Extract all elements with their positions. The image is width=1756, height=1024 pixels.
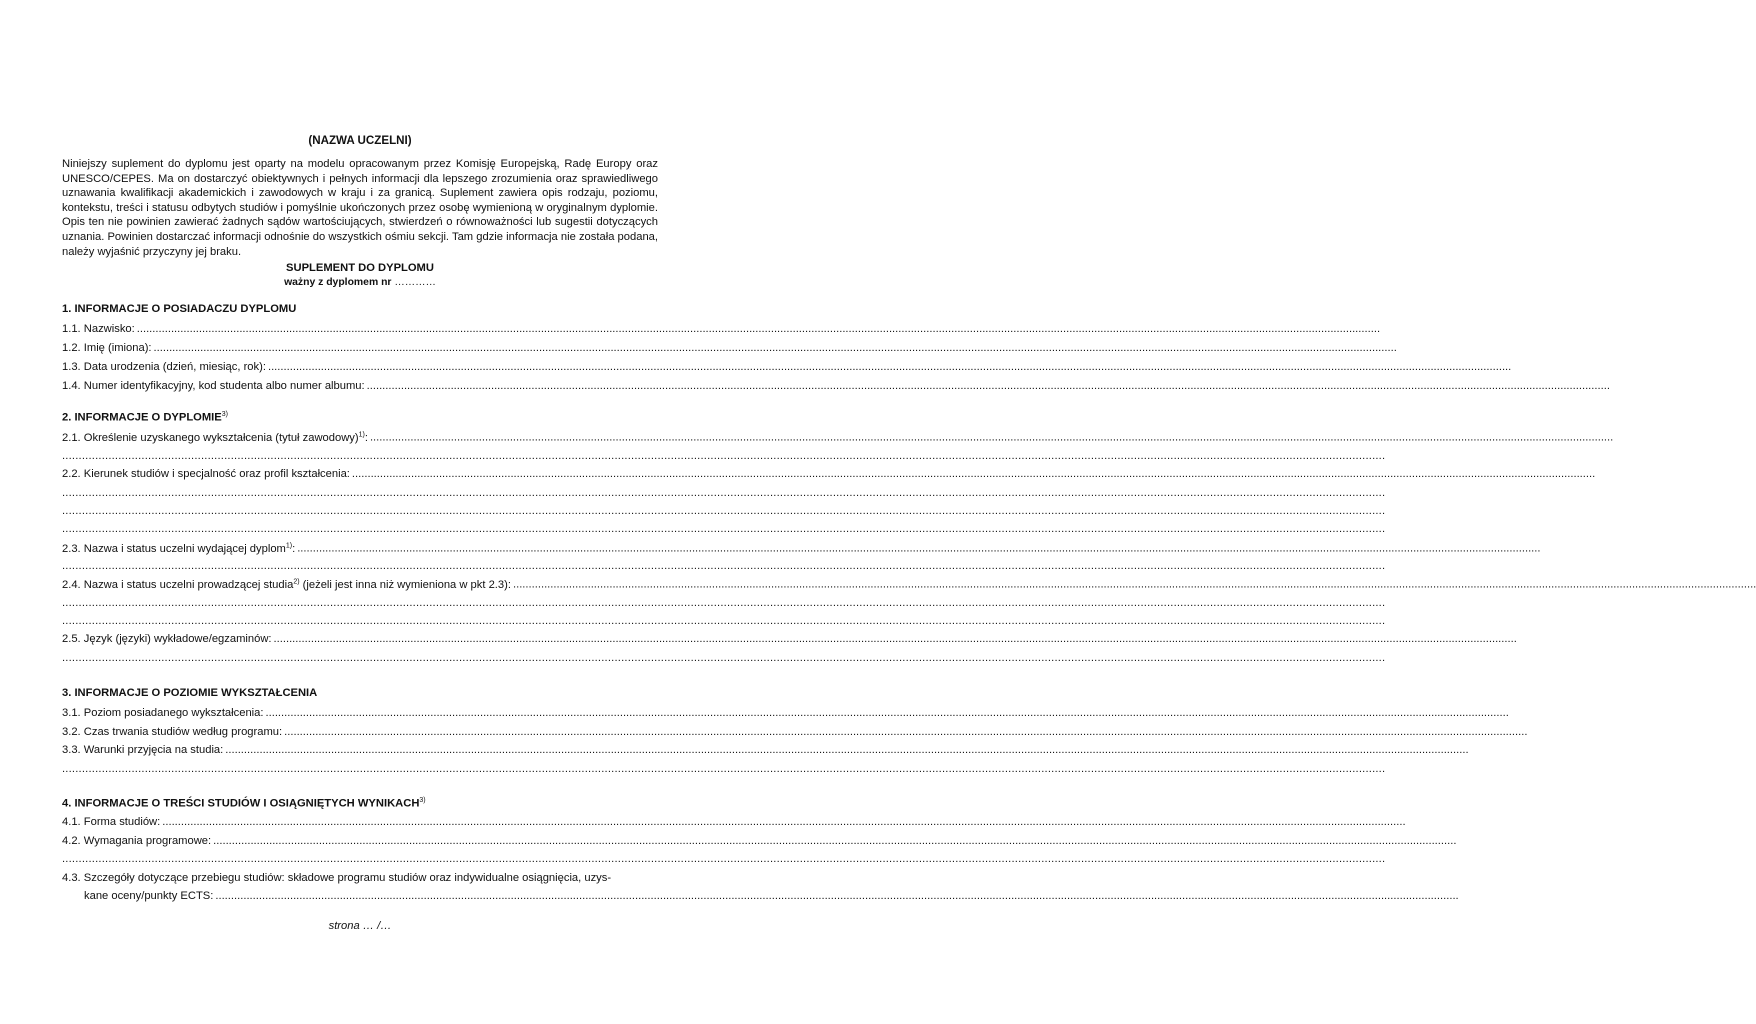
dotted-fill[interactable]: ................................................................................................................................................................................................................................................................................................................................................................................................................ [512, 578, 1756, 591]
dotted-fill[interactable]: ................................................................................................................................................................................................................................................................................................................................................................................................................ [366, 380, 1610, 392]
field-study-details[interactable] [84, 890, 1459, 902]
field-education-level[interactable] [62, 707, 1509, 719]
intro-paragraph: Niniejszy suplement do dyplomu jest oparty na modelu opracowanym przez Komisję Europejską, Radę Europy oraz UNESCO/CEPES. Ma on dostarczyć obiektywnych i pełnych informacji dla lepszego zrozumienia oraz sprawiedliwego uznawania kwalifikacji akademickich i zawodowych w kraju i za granicą. Suplement zawiera opis rodzaju, poziomu, kontekstu, treści i statusu odbytych studiów i pomyślnie ukończonych przez osobę wymienioną w oryginalnym dyplomie. Opis ten nie powinien zawierać żadnych sądów wartościujących, stwierdzeń o równoważności lub sugestii dotyczących uznania. Powinien dostarczać informacji odnośnie do wszystkich ośmiu sekcji. Tam gdzie informacja nie została podana, należy wyjaśnić przyczyny jej braku. [62, 158, 658, 258]
field-birth-date[interactable] [62, 361, 1512, 373]
dotted-line[interactable]: ................................................................................................................................................................................................................................................................................................................................................................................................................ [62, 615, 1386, 627]
field-label-text: 2.1. Określenie uzyskanego wykształcenia (tytuł zawodowy) [62, 431, 359, 444]
dotted-fill[interactable]: ................................................................................................................................................................................................................................................................................................................................................................................................................ [225, 744, 1469, 756]
field-label: 1.2. Imię (imiona): [62, 342, 152, 354]
dotted-fill[interactable]: ................................................................................................................................................................................................................................................................................................................................................................................................................ [162, 816, 1406, 828]
section2-heading-text: 2. INFORMACJE O DYPLOMIE [62, 411, 222, 424]
field-program-requirements[interactable] [62, 835, 1457, 847]
dotted-fill[interactable]: ................................................................................................................................................................................................................................................................................................................................................................................................................ [265, 707, 1509, 719]
footnote-ref: 2) [293, 578, 300, 585]
page-number: strona … /… [328, 920, 392, 932]
dotted-line[interactable]: ................................................................................................................................................................................................................................................................................................................................................................................................................ [62, 560, 1386, 572]
field-first-names[interactable] [62, 342, 1397, 354]
field-label: 4.2. Wymagania programowe: [62, 835, 212, 847]
dotted-fill[interactable]: ................................................................................................................................................................................................................................................................................................................................................................................................................ [284, 726, 1528, 738]
footnote-ref: 3) [419, 797, 426, 804]
field-label: 2.5. Język (języki) wykładowe/egzaminów: [62, 633, 272, 645]
section4-heading-text: 4. INFORMACJE O TREŚCI STUDIÓW I OSIĄGNIĘTYCH WYNIKACH [62, 797, 420, 810]
field-field-of-study[interactable] [62, 468, 1596, 480]
field-label-text: 2.3. Nazwa i status uczelni wydającej dyplom [62, 542, 286, 555]
dotted-fill[interactable]: ................................................................................................................................................................................................................................................................................................................................................................................................................ [213, 835, 1457, 847]
field-label: 3.2. Czas trwania studiów według programu: [62, 726, 283, 738]
dotted-line[interactable]: ................................................................................................................................................................................................................................................................................................................................................................................................................ [62, 523, 1386, 535]
university-name-title: (NAZWA UCZELNI) [308, 134, 412, 147]
section1-heading: 1. INFORMACJE O POSIADACZU DYPLOMU [62, 303, 297, 315]
field-label-tail: (jeżeli jest inna niż wymieniona w pkt 2.3): [299, 578, 511, 591]
dotted-line[interactable]: ................................................................................................................................................................................................................................................................................................................................................................................................................ [62, 652, 1386, 664]
dotted-fill[interactable]: ................................................................................................................................................................................................................................................................................................................................................................................................................ [273, 633, 1517, 645]
field-label: 2.2. Kierunek studiów i specjalność oraz profil kształcenia: [62, 468, 350, 480]
supplement-title: SUPLEMENT DO DYPLOMU [286, 262, 434, 274]
field-label: 3.1. Poziom posiadanego wykształcenia: [62, 707, 264, 719]
field-study-duration[interactable] [62, 726, 1528, 738]
dotted-fill[interactable]: ................................................................................................................................................................................................................................................................................................................................................................................................................ [351, 468, 1596, 480]
field-label: 3.3. Warunki przyjęcia na studia: [62, 744, 224, 756]
field-label-text: 2.4. Nazwa i status uczelni prowadzącej studia [62, 578, 294, 591]
field-label [62, 543, 297, 555]
section4-heading [62, 797, 426, 810]
dotted-line[interactable]: ................................................................................................................................................................................................................................................................................................................................................................................................................ [62, 853, 1386, 865]
field-surname[interactable] [62, 323, 1381, 335]
section2-heading [62, 411, 228, 424]
diploma-number-field[interactable]: ………… [394, 277, 436, 288]
field-label: 1.4. Numer identyfikacyjny, kod studenta albo numer albumu: [62, 380, 365, 392]
dotted-line[interactable]: ................................................................................................................................................................................................................................................................................................................................................................................................................ [62, 597, 1386, 609]
section3-heading: 3. INFORMACJE O POZIOMIE WYKSZTAŁCENIA [62, 687, 318, 699]
dotted-line[interactable]: ................................................................................................................................................................................................................................................................................................................................................................................................................ [62, 505, 1386, 517]
dotted-line[interactable]: ................................................................................................................................................................................................................................................................................................................................................................................................................ [62, 487, 1386, 499]
dotted-line[interactable]: ................................................................................................................................................................................................................................................................................................................................................................................................................ [62, 763, 1386, 775]
footnote-ref: 3) [221, 411, 228, 418]
field-label: 1.3. Data urodzenia (dzień, miesiąc, rok): [62, 361, 266, 373]
field-languages[interactable] [62, 633, 1517, 645]
field-qualification[interactable] [62, 431, 1614, 444]
field-admission-conditions[interactable] [62, 744, 1469, 756]
dotted-fill[interactable]: ................................................................................................................................................................................................................................................................................................................................................................................................................ [153, 342, 1397, 354]
field-label: 1.1. Nazwisko: [62, 323, 135, 335]
dotted-line[interactable]: ................................................................................................................................................................................................................................................................................................................................................................................................................ [62, 450, 1386, 462]
field-teaching-university[interactable] [62, 578, 1756, 591]
field-label: kane oceny/punkty ECTS: [84, 890, 214, 902]
footnote-ref: 1) [285, 542, 293, 549]
footnote-ref: 1) [358, 431, 365, 438]
field-label: 4.1. Forma studiów: [62, 816, 161, 828]
field-student-id[interactable] [62, 380, 1610, 392]
supplement-subtitle-text: ważny z dyplomem nr [284, 277, 392, 288]
field-study-form[interactable] [62, 816, 1406, 828]
dotted-fill[interactable]: ................................................................................................................................................................................................................................................................................................................................................................................................................ [215, 890, 1459, 902]
field-label-colon: : [292, 542, 296, 555]
field-label: 4.3. Szczegóły dotyczące przebiegu studiów: składowe programu studiów oraz indywidualne osiągnięcia, uzys- [62, 872, 612, 884]
field-label-colon: : [364, 431, 368, 444]
dotted-fill[interactable]: ................................................................................................................................................................................................................................................................................................................................................................................................................ [369, 431, 1614, 444]
dotted-fill[interactable]: ................................................................................................................................................................................................................................................................................................................................................................................................................ [136, 323, 1381, 335]
field-label [62, 579, 513, 591]
field-label [62, 432, 370, 444]
field-issuing-university[interactable] [62, 542, 1541, 555]
dotted-fill[interactable]: ................................................................................................................................................................................................................................................................................................................................................................................................................ [267, 361, 1512, 373]
dotted-fill[interactable]: ................................................................................................................................................................................................................................................................................................................................................................................................................ [297, 542, 1541, 555]
supplement-subtitle [62, 277, 658, 288]
field-study-details-line1 [62, 872, 658, 884]
